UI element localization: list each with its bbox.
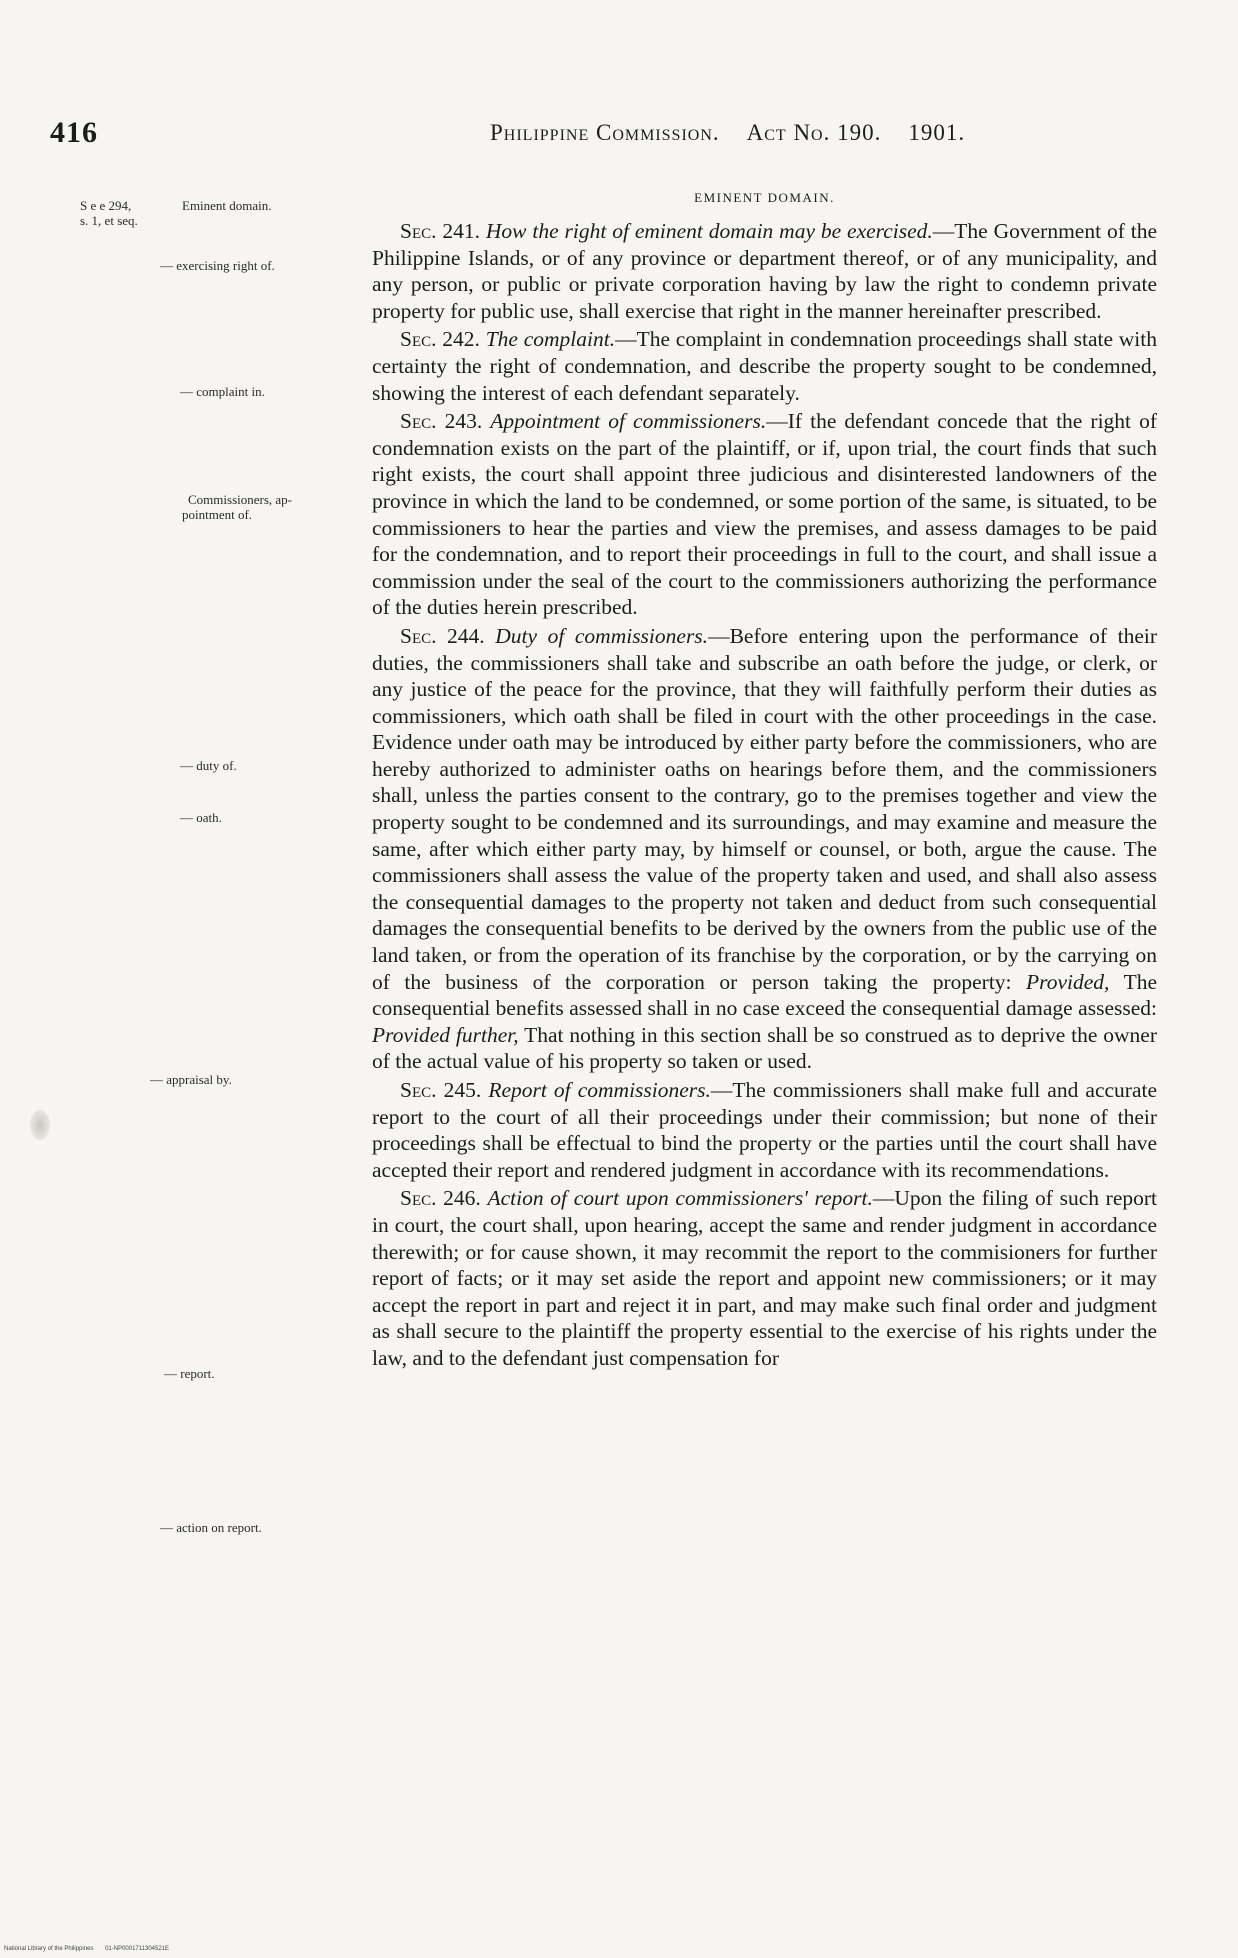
proviso-label: Provided further, [372, 1022, 519, 1047]
section-title: Action of court upon commissioners' report. [487, 1186, 873, 1211]
section-label: Sec. 246. [400, 1186, 481, 1211]
section-label: Sec. 241. [400, 219, 481, 243]
section-244 [372, 623, 1157, 1075]
running-head-year: 1901. [908, 120, 966, 145]
running-head [490, 120, 965, 146]
section-title: How the right of eminent domain may be exercised. [485, 219, 933, 243]
margin-note-eminent-domain: Eminent domain. [182, 198, 272, 213]
margin-note-action-on-report: — action on report. [160, 1520, 262, 1535]
margin-notes-column [0, 0, 360, 1958]
section-text: —Before entering upon the performance of their duties, the commissioners shall take and subscribe an oath before the judge, or clerk, or any justice of the peace for the province, that they will faithfully perform their duties as commissioners, which oath shall be filed in court with the other proceedings in the case. Evidence under oath may be introduced by either party before the commissioners, who are hereby authorized to administer oaths on hearings before them, and the commissioners shall, unless the parties consent to the contrary, go to the premises together and view the property sought to be condemned and its surroundings, and may examine and measure the same, after which either party may, by himself or counsel, or both, argue the cause. The commissioners shall assess the value of the property taken and used, and shall also assess the consequential damages to the property not taken and deduct from such consequential damages the consequential benefits to be derived by the owners from the public use of the land taken, or from the operation of its franchise by the corporation, or by the carrying on of the business of the corporation or person taking the property: [372, 623, 1158, 994]
section-text: —Upon the filing of such report in court, the court shall, upon hearing, accept the same and render judgment in accordance therewith; or for cause shown, it may recommit the report to the commisioners for further report of facts; or it may set aside the report and appoint new commissioners; or it may accept the report in part and reject it in part, and may make such final order and judgment as shall secure to the plaintiff the property essential to the exercise of his rights under the law, and to the defendant just compensation for [372, 1186, 1158, 1370]
running-head-publication: Philippine Commission. [490, 120, 720, 145]
scan-footer [4, 1946, 179, 1952]
section-label: Sec. 242. [400, 327, 480, 352]
margin-note-line: s. 1, et seq. [80, 213, 138, 228]
margin-note-complaint: — complaint in. [180, 384, 265, 399]
proviso-label: Provided, [1026, 969, 1110, 994]
section-title: Report of commissioners. [488, 1078, 711, 1102]
section-text: —The complaint in condemnation proceedings shall state with certainty the right of condemnation, and describe the property sought to be condemned, showing the interest of each defendant separately. [372, 327, 1158, 405]
margin-note-line: pointment of. [182, 507, 253, 522]
section-title: The complaint. [485, 327, 616, 352]
section-243 [372, 408, 1157, 621]
section-title: Duty of commissioners. [495, 623, 709, 648]
section-text: —If the defendant concede that the right of condemnation exists on the part of the plaintiff, or if, upon trial, the court finds that such right exists, the court shall appoint three judicious and disinterested landowners of the province in which the land to be condemned, or some portion of the same, is situated, to be commissioners to hear the parties and view the premises, and assess damages to be paid for the condemnation, and to report their proceedings in full to the court, and shall issue a commission under the seal of the court to the commissioners authorizing the performance of the duties herein prescribed. [372, 409, 1157, 620]
margin-note-duty: — duty of. [180, 758, 237, 773]
section-label: Sec. 244. [400, 623, 485, 648]
section-text: —The Government of the Philippine Islands, or of any province or department thereof, or of any municipality, and any person, or public or private corporation having by law the right to condemn private property for public use, shall exercise that right in the manner hereinafter prescribed. [372, 219, 1158, 323]
section-label: Sec. 243. [400, 409, 483, 434]
section-242 [372, 326, 1157, 406]
margin-note-line: Commissioners, ap- [188, 492, 292, 507]
margin-note-line: S e e 294, [80, 198, 132, 213]
section-label: Sec. 245. [400, 1078, 482, 1102]
margin-note-see-reference [80, 198, 138, 228]
margin-note-oath: — oath. [180, 810, 222, 825]
margin-note-appraisal: — appraisal by. [150, 1072, 232, 1087]
running-head-act: Act No. 190. [746, 120, 882, 145]
section-246 [372, 1185, 1157, 1371]
body-text [372, 190, 1157, 1374]
margin-note-report: — report. [164, 1366, 215, 1381]
section-heading: EMINENT DOMAIN. [694, 190, 835, 205]
footer-code: 01-NP0001711304521E [105, 1946, 170, 1952]
section-245 [372, 1077, 1157, 1183]
section-title: Appointment of commissioners. [490, 409, 767, 434]
page-number: 416 [50, 116, 98, 149]
margin-note-commissioners-appointment [182, 492, 292, 522]
section-text: That nothing in this section shall be so construed as to deprive the owner of the actual value of his property so taken or used. [372, 1022, 1157, 1074]
section-text: The consequential benefits assessed shall in no case exceed the consequential damage assessed: [372, 969, 1157, 1021]
section-241 [372, 218, 1157, 324]
paper-smudge [30, 1110, 50, 1140]
section-text: —The commissioners shall make full and accurate report to the court of all their proceedings under their commission; but none of their proceedings shall be effectual to bind the property or the parties until the court shall have accepted their report and rendered judgment in accordance with its recommendations. [372, 1078, 1158, 1182]
footer-library: National Library of the Philippines [4, 1946, 94, 1952]
margin-note-exercising-right: — exercising right of. [160, 258, 275, 273]
